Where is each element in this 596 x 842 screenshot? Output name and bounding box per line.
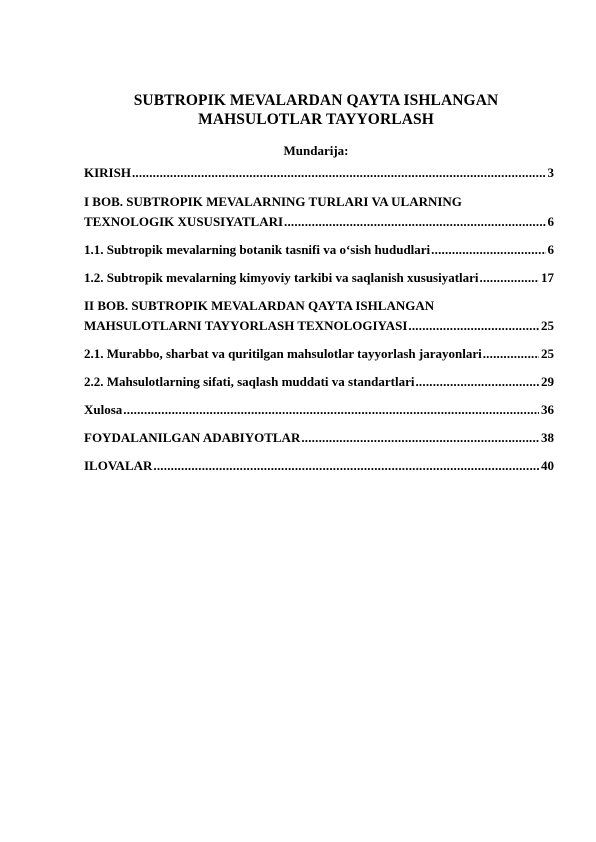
- toc-leader-dots: [408, 318, 539, 334]
- toc-entry-text: I BOB. SUBTROPIK MEVALARNING TURLARI VA ULARNING: [84, 194, 462, 209]
- toc-page-number: 25: [541, 346, 554, 361]
- toc-page-number: 25: [541, 318, 554, 333]
- toc-entry-text: ILOVALAR: [84, 458, 153, 473]
- document-title-line-1: SUBTROPIK MEVALARDAN QAYTA ISHLANGAN: [133, 92, 499, 109]
- toc-entry-text: 1.2. Subtropik mevalarning kimyoviy tarkibi va saqlanish xususiyatlari: [84, 270, 479, 285]
- toc-entry-text: KIRISH: [84, 165, 131, 180]
- toc-page-number: 17: [541, 270, 554, 285]
- toc-entry-text: 2.2. Mahsulotlarning sifati, saqlash muddati va standartlari: [84, 374, 415, 389]
- toc-entry-chapter-2: [84, 318, 554, 334]
- toc-entry-chapter-2-line-1: [84, 298, 554, 314]
- contents-heading: Mundarija:: [283, 143, 349, 158]
- toc-page-number: 40: [541, 458, 554, 473]
- toc-entry-text: TEXNOLOGIK XUSUSIYATLARI: [84, 214, 284, 229]
- toc-entry-chapter-1: [84, 214, 554, 230]
- toc-entry-appendices: [84, 458, 554, 474]
- toc-entry-section-2-1: [84, 346, 554, 362]
- toc-entry-text: II BOB. SUBTROPIK MEVALARDAN QAYTA ISHLANGAN: [84, 298, 435, 313]
- toc-leader-dots: [123, 402, 539, 418]
- toc-entry-text: 2.1. Murabbo, sharbat va quritilgan mahsulotlar tayyorlash jarayonlari: [84, 346, 482, 361]
- toc-page-number: 38: [541, 430, 554, 445]
- toc-page-number: 6: [547, 242, 554, 257]
- toc-leader-dots: [483, 346, 539, 362]
- toc-page-number: 3: [547, 165, 554, 180]
- toc-entry-text: Xulosa: [84, 402, 123, 417]
- toc-entry-section-1-2: [84, 270, 554, 286]
- toc-entry-xulosa: [84, 402, 554, 418]
- toc-leader-dots: [415, 374, 539, 390]
- toc-entry-references: [84, 430, 554, 446]
- toc-page-number: 29: [541, 374, 554, 389]
- toc-entry-text: 1.1. Subtropik mevalarning botanik tasnifi va o‘sish hududlari: [84, 242, 431, 257]
- toc-page-number: 6: [547, 214, 554, 229]
- toc-leader-dots: [153, 458, 539, 474]
- toc-leader-dots: [284, 214, 545, 230]
- toc-leader-dots: [480, 270, 539, 286]
- toc-entry-chapter-1-line-1: [84, 194, 554, 210]
- toc-entry-section-2-2: [84, 374, 554, 390]
- document-title-line-2: MAHSULOTLAR TAYYORLASH: [198, 111, 434, 128]
- toc-entry-section-1-1: [84, 242, 554, 258]
- toc-leader-dots: [431, 242, 545, 258]
- toc-entry-text: MAHSULOTLARNI TAYYORLASH TEXNOLOGIYASI: [84, 318, 408, 333]
- toc-leader-dots: [301, 430, 539, 446]
- toc-entry-kirish: [84, 165, 554, 181]
- toc-page-number: 36: [541, 402, 554, 417]
- toc-leader-dots: [132, 165, 546, 181]
- toc-entry-text: FOYDALANILGAN ADABIYOTLAR: [84, 430, 301, 445]
